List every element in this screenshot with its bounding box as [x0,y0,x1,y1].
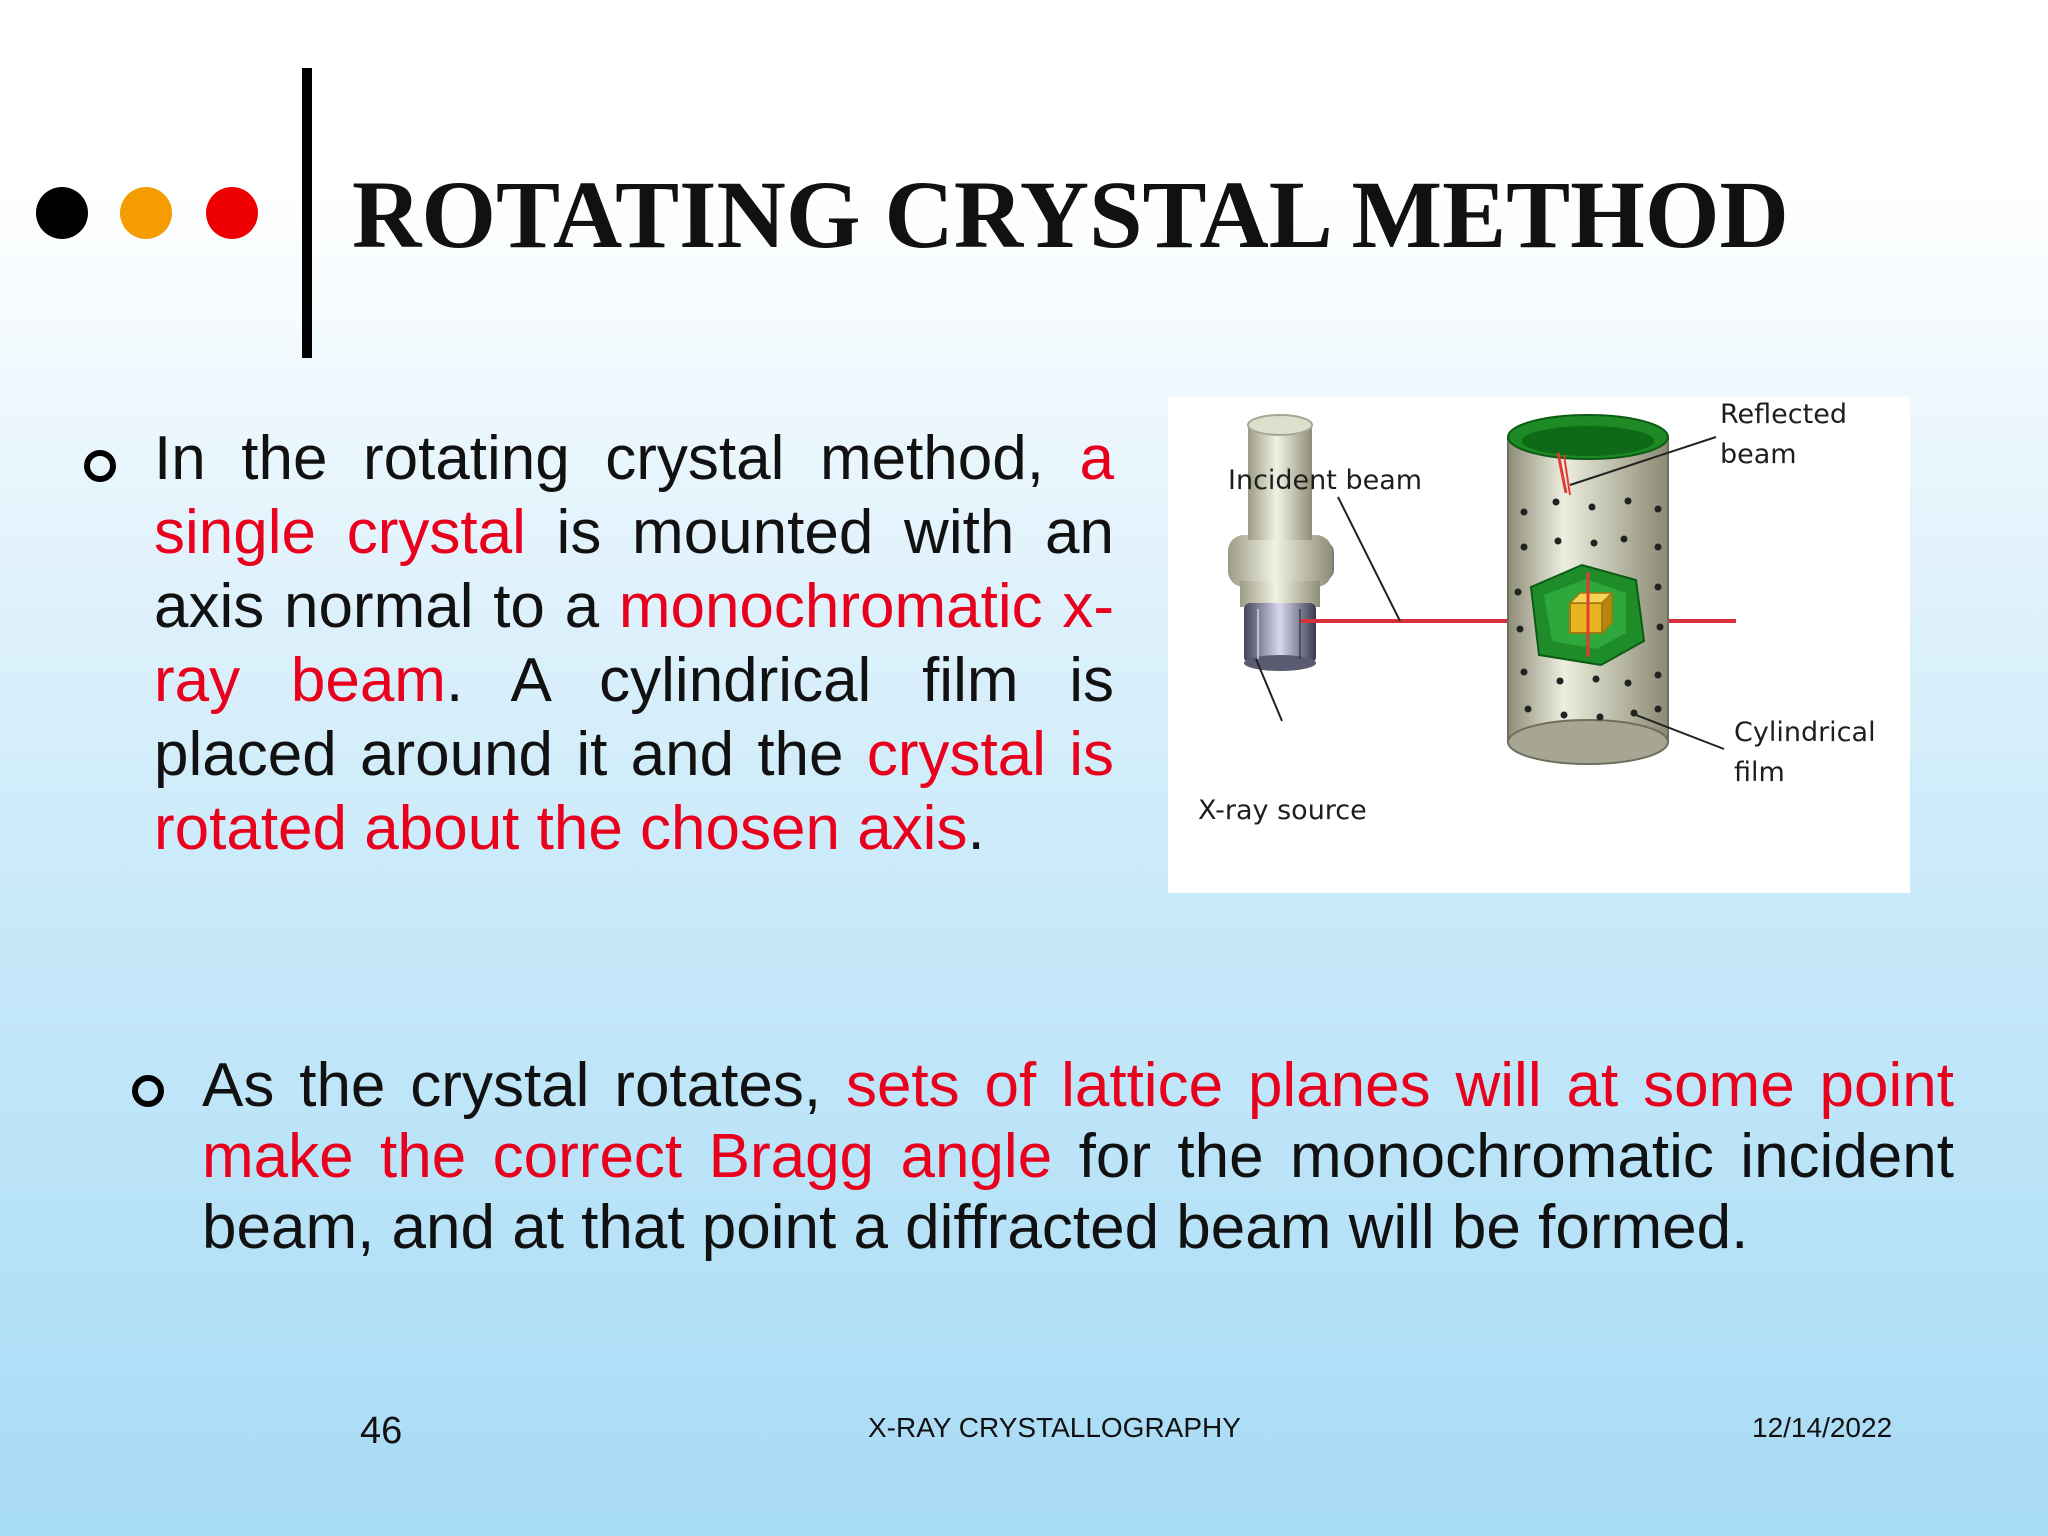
text-segment: As the crystal rotates, [202,1051,846,1120]
xray-source-shape [1228,415,1334,671]
footer-title: X-RAY CRYSTALLOGRAPHY [868,1412,1241,1443]
black-dot-icon [36,187,88,239]
rotating-crystal-diagram [1168,397,1910,893]
highlight-segment: sets of lattice planes will at some point make the correct Bragg angle [202,1051,1954,1191]
bullet-ring-icon [84,450,116,482]
page-number: 46 [360,1410,403,1452]
incident-beam-label: Incident beam [1228,465,1423,496]
highlight-segment: crystal is rotated about the chosen axis [154,720,1114,863]
cylindrical-film-label-line1: Cylindrical [1734,717,1876,748]
red-dot-icon [206,187,258,239]
bullet-ring-icon [132,1075,164,1107]
bullet-paragraph-1 [154,422,1114,866]
title-divider [302,68,312,358]
text-segment: is mounted with an axis normal to a [154,498,1114,641]
highlight-segment: a single crystal [154,424,1114,567]
text-segment: In the rotating crystal method, [154,424,1080,493]
text-segment: . [967,794,985,863]
footer-date: 12/14/2022 [1752,1412,1893,1443]
reflected-beam-label-line1: Reflected [1720,399,1847,430]
text-segment: . A cylindrical film is placed around it and the [154,646,1114,789]
highlight-segment: monochromatic x-ray beam [154,572,1115,715]
bullet-paragraph-2 [202,1050,1954,1263]
cylindrical-film-shape [1508,415,1668,764]
cylindrical-film-label-line2: film [1734,757,1785,788]
text-segment: for the monochromatic incident beam, and at that point a diffracted beam will be formed. [202,1122,1954,1262]
orange-dot-icon [120,187,172,239]
reflected-beam-label-line2: beam [1720,439,1797,470]
xray-source-label: X-ray source [1198,795,1367,826]
slide-title: ROTATING CRYSTAL METHOD [352,161,1789,268]
